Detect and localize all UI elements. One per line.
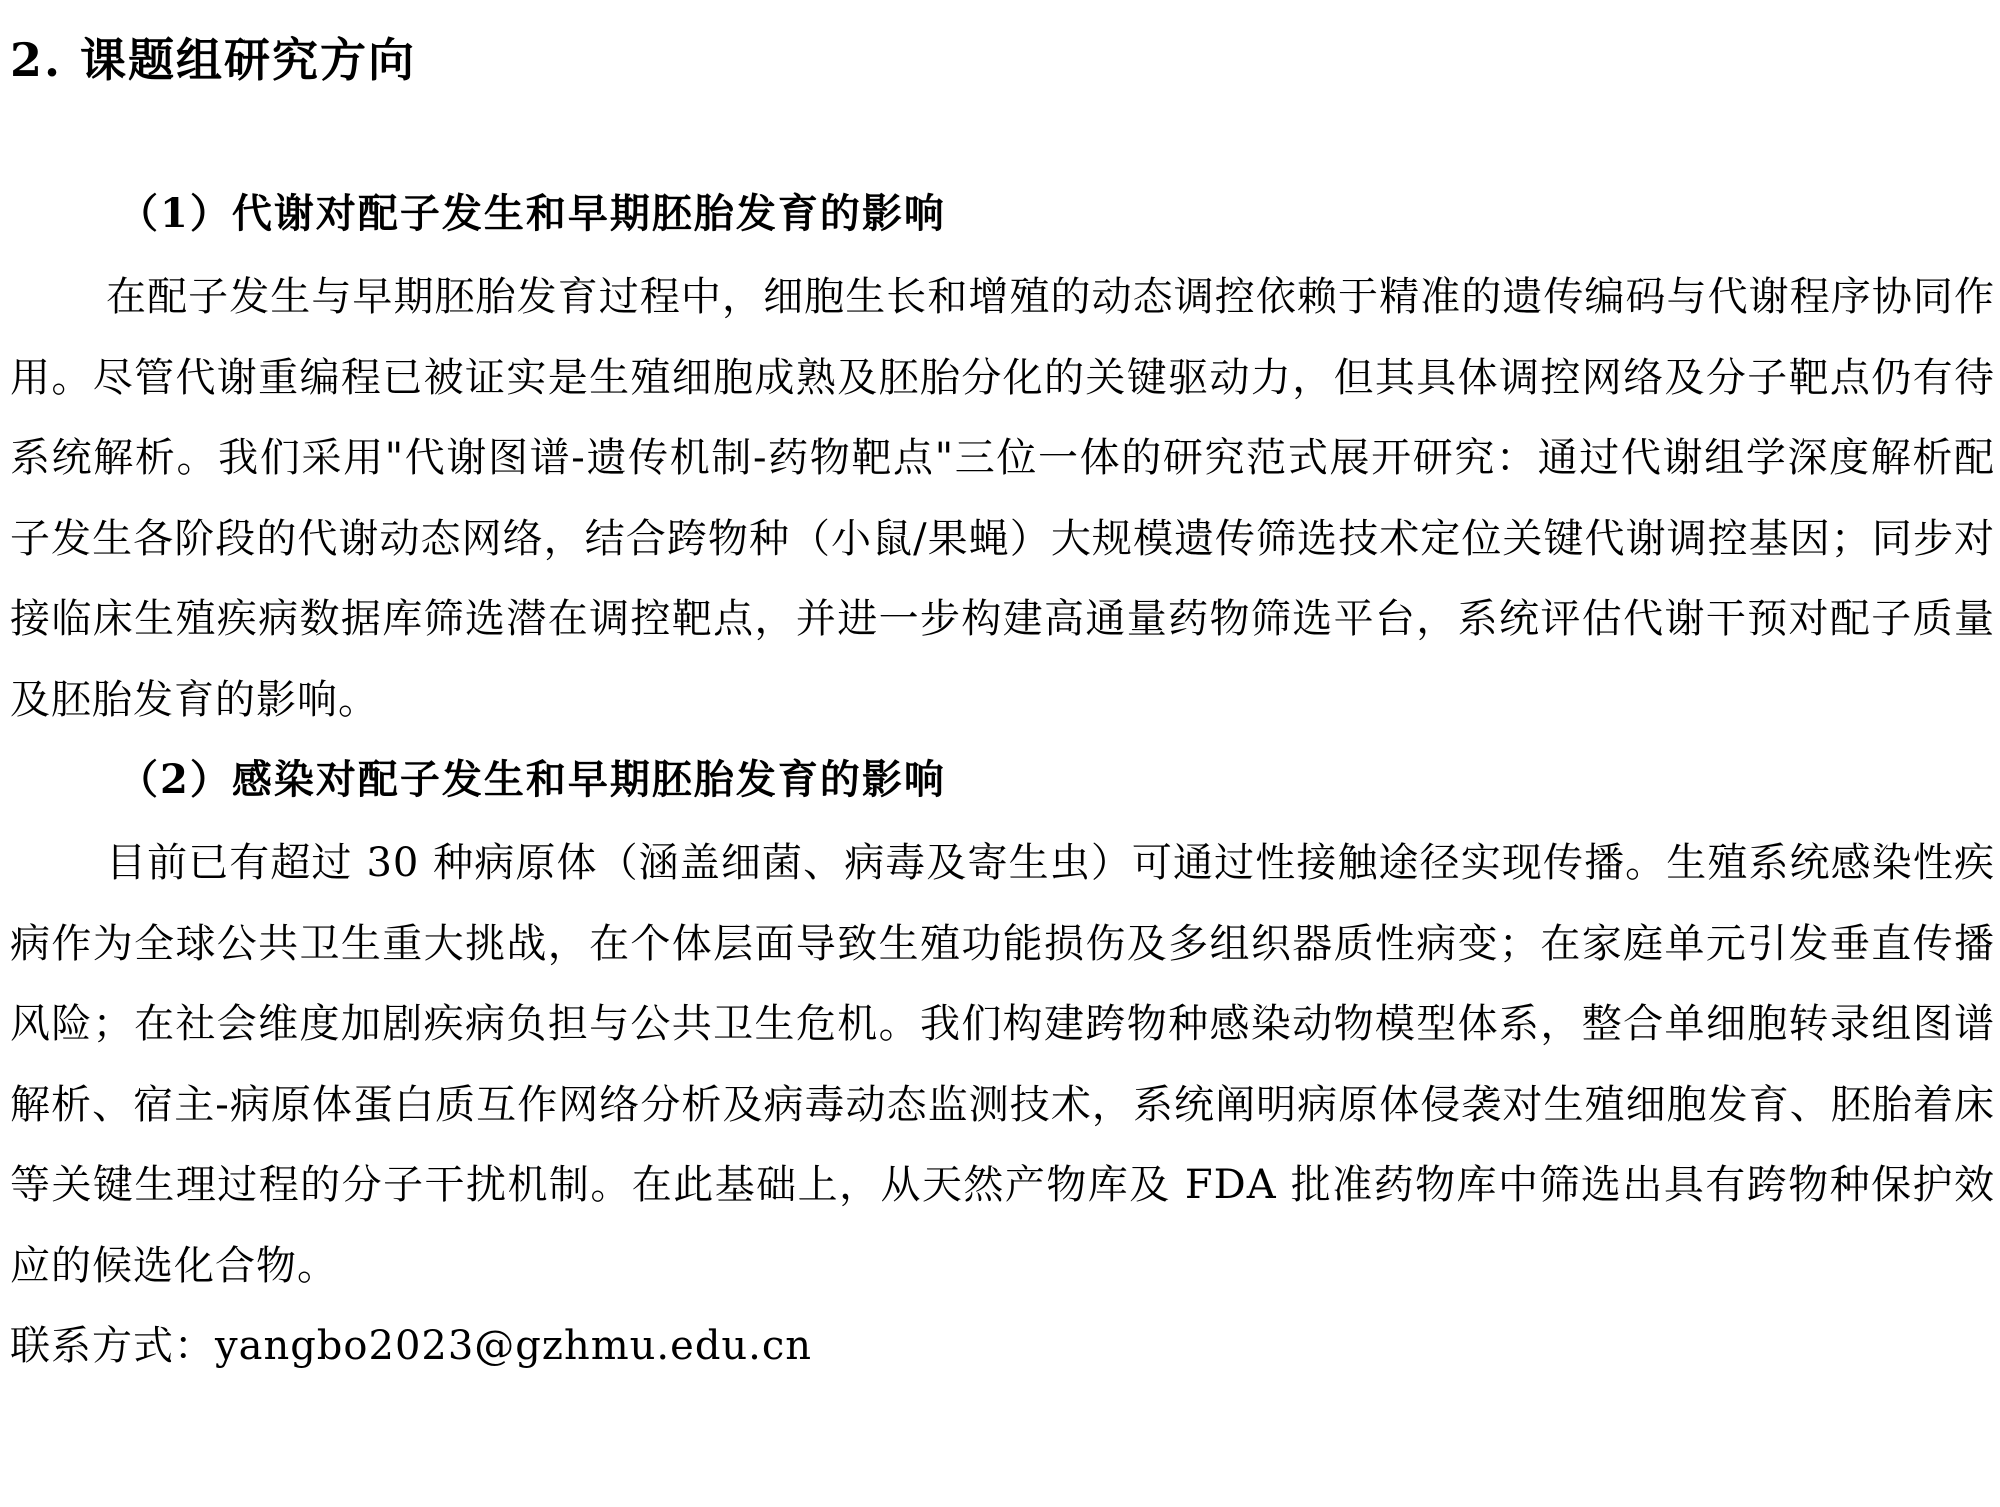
- section-heading: 2. 课题组研究方向: [10, 33, 417, 87]
- contact-info: 联系方式：yangbo2023@gzhmu.edu.cn: [10, 1323, 813, 1369]
- paragraph-metabolism: 在配子发生与早期胚胎发育过程中，细胞生长和增殖的动态调控依赖于精准的遗传编码与代谢程序协同作用。尽管代谢重编程已被证实是生殖细胞成熟及胚胎分化的关键驱动力，但其具体调控网络及分子靶点仍有待系统解析。我们采用"代谢图谱-遗传机制-药物靶点"三位一体的研究范式展开研究：通过代谢组学深度解析配子发生各阶段的代谢动态网络，结合跨物种（小鼠/果蝇）大规模遗传筛选技术定位关键代谢调控基因；同步对接临床生殖疾病数据库筛选潜在调控靶点，并进一步构建高通量药物筛选平台，系统评估代谢干预对配子质量及胚胎发育的影响。: [10, 274, 1995, 723]
- subsection-title-metabolism: （1）代谢对配子发生和早期胚胎发育的影响: [118, 190, 946, 237]
- paragraph-infection: 目前已有超过 30 种病原体（涵盖细菌、病毒及寄生虫）可通过性接触途径实现传播。生殖系统感染性疾病作为全球公共卫生重大挑战，在个体层面导致生殖功能损伤及多组织器质性病变；在家庭单元引发垂直传播风险；在社会维度加剧疾病负担与公共卫生危机。我们构建跨物种感染动物模型体系，整合单细胞转录组图谱解析、宿主-病原体蛋白质互作网络分析及病毒动态监测技术，系统阐明病原体侵袭对生殖细胞发育、胚胎着床等关键生理过程的分子干扰机制。在此基础上，从天然产物库及 FDA 批准药物库中筛选出具有跨物种保护效应的候选化合物。: [10, 840, 1995, 1289]
- subsection-title-infection: （2）感染对配子发生和早期胚胎发育的影响: [118, 756, 946, 803]
